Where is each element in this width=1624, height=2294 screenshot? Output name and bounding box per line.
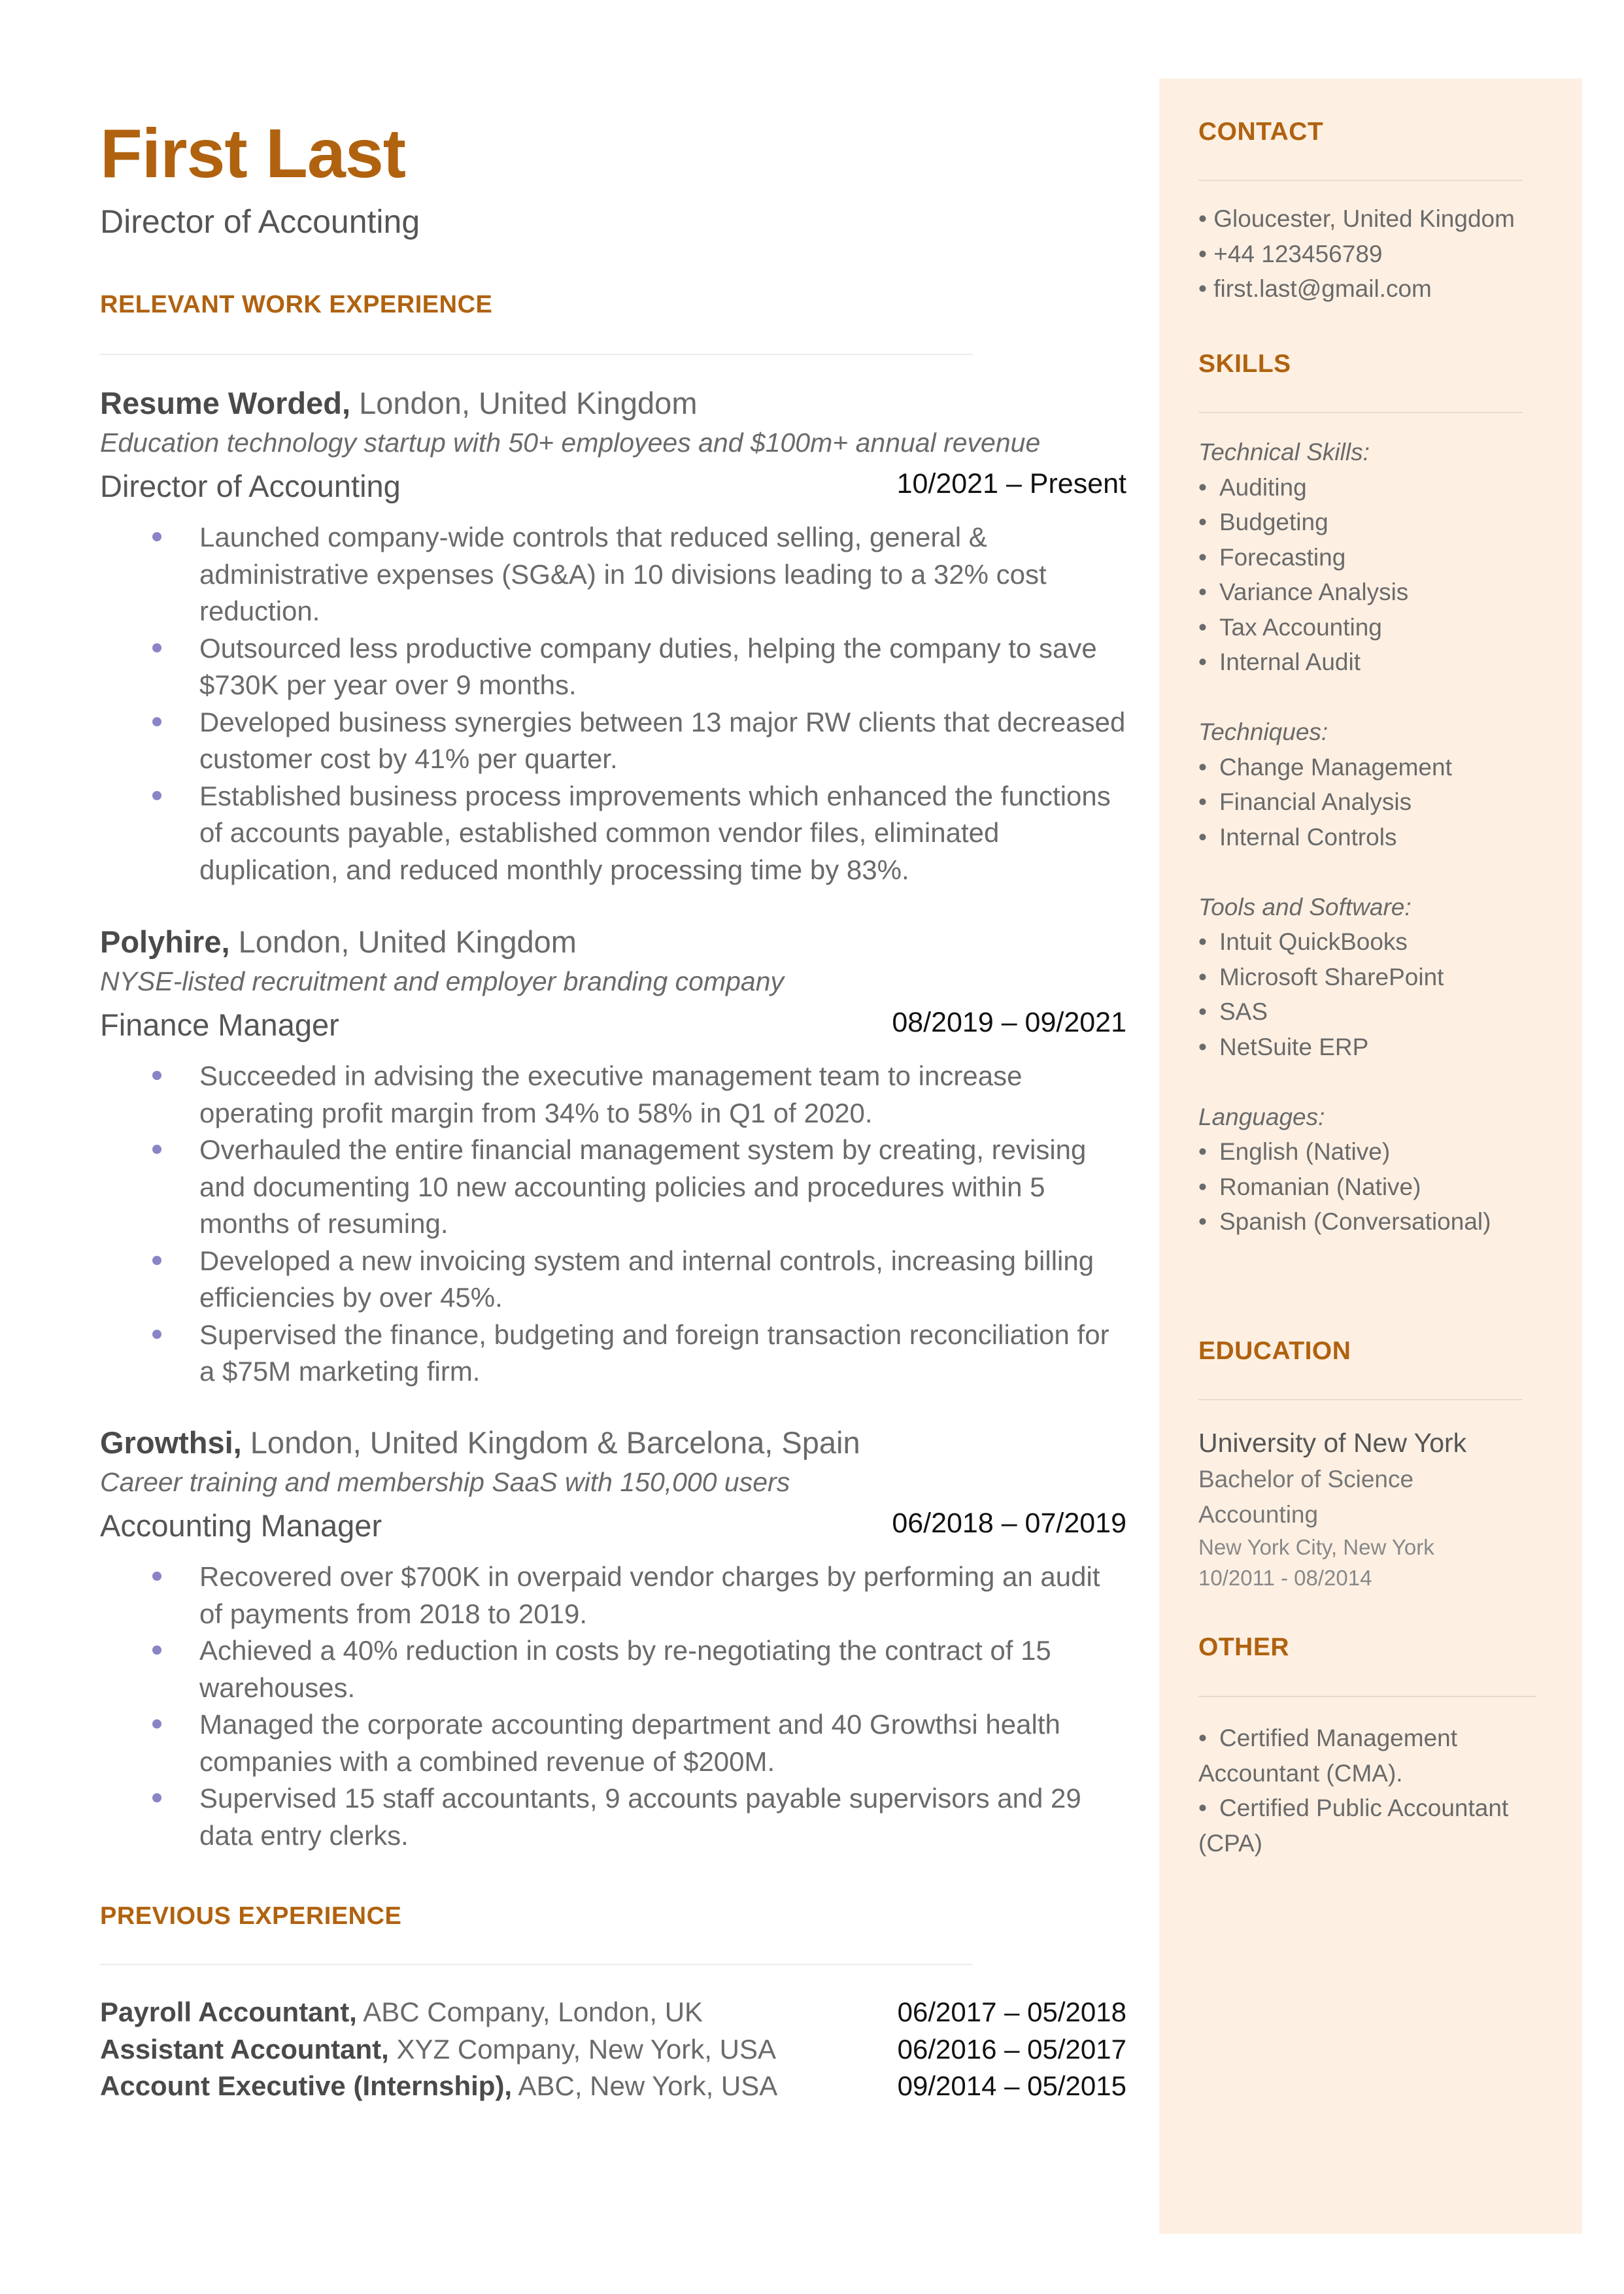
achievement-item bbox=[100, 630, 1126, 704]
contact-heading: CONTACT bbox=[1198, 118, 1324, 146]
job-entry bbox=[100, 1423, 1126, 1854]
bullet-dot-icon bbox=[152, 1645, 161, 1655]
company-description: Education technology startup with 50+ employees and $100m+ annual revenue bbox=[100, 428, 1041, 458]
spacer bbox=[1198, 1064, 1551, 1100]
achievement-item bbox=[100, 1132, 1126, 1243]
company-description: Career training and membership SaaS with 150,000 users bbox=[100, 1467, 790, 1497]
skill-category: Techniques: bbox=[1198, 718, 1328, 745]
previous-role bbox=[100, 1994, 1126, 2031]
achievement-item bbox=[100, 1632, 1126, 1706]
achievement-text: Developed business synergies between 13 major RW clients that decreased customer cost by 41% per quarter. bbox=[199, 706, 1126, 774]
job-dates: 06/2018 – 07/2019 bbox=[892, 1508, 1126, 1539]
previous-experience-list bbox=[100, 1994, 1126, 2105]
achievement-text: Developed a new invoicing system and internal controls, increasing billing efficiencies by over 45%. bbox=[199, 1245, 1094, 1313]
bullet-dot-icon bbox=[152, 791, 161, 800]
company-location: London, United Kingdom & Barcelona, Spain bbox=[250, 1425, 860, 1460]
bullet-dot-icon bbox=[152, 1572, 161, 1581]
skill-item: • Forecasting bbox=[1198, 540, 1551, 575]
job-dates: 10/2021 – Present bbox=[896, 468, 1126, 499]
achievement-item bbox=[100, 778, 1126, 889]
bullet-dot-icon bbox=[152, 1719, 161, 1729]
education-heading: EDUCATION bbox=[1198, 1337, 1351, 1365]
section-heading-previous: PREVIOUS EXPERIENCE bbox=[100, 1902, 402, 1930]
job-title-row bbox=[100, 1007, 1126, 1053]
achievement-text: Managed the corporate accounting department and 40 Growthsi health companies with a combined revenue of $200M. bbox=[199, 1709, 1060, 1777]
skill-category: Languages: bbox=[1198, 1103, 1325, 1130]
contact-phone: • +44 123456789 bbox=[1198, 240, 1383, 267]
achievement-item bbox=[100, 519, 1126, 630]
achievement-text: Overhauled the entire financial management system by creating, revising and documenting 10 new accounting policies and procedures within 5 months of resuming. bbox=[199, 1134, 1087, 1239]
achievement-text: Launched company-wide controls that reduced selling, general & administrative expenses (SG&A) in 10 divisions leading to a 32% cost reduction. bbox=[199, 522, 1047, 626]
company-name: Polyhire, bbox=[100, 924, 230, 959]
bullet-icon: • bbox=[1198, 275, 1214, 302]
achievement-list bbox=[100, 1058, 1126, 1391]
company-name: Growthsi, bbox=[100, 1425, 242, 1460]
education-degree: Bachelor of Science bbox=[1198, 1466, 1414, 1493]
skill-item: • Variance Analysis bbox=[1198, 575, 1551, 610]
bullet-icon: • bbox=[1198, 788, 1207, 815]
certification-item: • Certified Management Accountant (CMA). bbox=[1198, 1721, 1551, 1791]
achievement-item bbox=[100, 1559, 1126, 1632]
company-location: London, United Kingdom bbox=[359, 386, 698, 420]
achievement-text: Supervised the finance, budgeting and foreign transaction reconciliation for a $75M marketing firm. bbox=[199, 1319, 1109, 1387]
job-entry bbox=[100, 383, 1126, 888]
bullet-icon: • bbox=[1198, 963, 1207, 990]
bullet-icon: • bbox=[1198, 579, 1207, 605]
skill-item: • Microsoft SharePoint bbox=[1198, 960, 1551, 995]
previous-role-company: XYZ Company, New York, USA bbox=[396, 2033, 776, 2065]
achievement-item bbox=[100, 1317, 1126, 1391]
previous-role-title: Assistant Accountant, bbox=[100, 2033, 389, 2065]
bullet-dot-icon bbox=[152, 532, 161, 541]
bullet-dot-icon bbox=[152, 1793, 161, 1802]
previous-role-title: Payroll Accountant, bbox=[100, 1997, 357, 2027]
skill-item: • Financial Analysis bbox=[1198, 784, 1551, 820]
achievement-text: Achieved a 40% reduction in costs by re-negotiating the contract of 15 warehouses. bbox=[199, 1635, 1051, 1703]
skills-list bbox=[1198, 435, 1551, 1240]
skill-item: • SAS bbox=[1198, 994, 1551, 1030]
section-divider bbox=[100, 354, 973, 355]
previous-role-dates: 06/2017 – 05/2018 bbox=[897, 1997, 1126, 2027]
previous-role-dates: 06/2016 – 05/2017 bbox=[897, 2033, 1126, 2065]
previous-role-title: Account Executive (Internship), bbox=[100, 2070, 513, 2101]
bullet-dot-icon bbox=[152, 1071, 161, 1080]
company-name: Resume Worded, bbox=[100, 386, 351, 420]
skill-category: Technical Skills: bbox=[1198, 439, 1370, 465]
bullet-icon: • bbox=[1198, 1725, 1207, 1751]
bullet-icon: • bbox=[1198, 1208, 1207, 1235]
section-divider bbox=[1198, 180, 1523, 181]
skill-item: • Internal Controls bbox=[1198, 820, 1551, 855]
bullet-dot-icon bbox=[152, 643, 161, 652]
education-dates: 10/2011 - 08/2014 bbox=[1198, 1566, 1372, 1590]
bullet-icon: • bbox=[1198, 753, 1207, 781]
previous-role bbox=[100, 2031, 1126, 2068]
bullet-icon: • bbox=[1198, 1173, 1207, 1200]
company-location: London, United Kingdom bbox=[238, 924, 577, 959]
achievement-item bbox=[100, 1058, 1126, 1132]
spacer bbox=[1198, 854, 1551, 890]
contact-location: • Gloucester, United Kingdom bbox=[1198, 205, 1515, 232]
candidate-title: Director of Accounting bbox=[100, 203, 420, 240]
bullet-icon: • bbox=[1198, 205, 1214, 232]
achievement-list bbox=[100, 519, 1126, 888]
previous-role-dates: 09/2014 – 05/2015 bbox=[897, 2070, 1126, 2101]
job-title-row bbox=[100, 1508, 1126, 1553]
section-divider bbox=[100, 1964, 973, 1965]
bullet-icon: • bbox=[1198, 823, 1207, 851]
skill-item: • Internal Audit bbox=[1198, 645, 1551, 680]
bullet-dot-icon bbox=[152, 1145, 161, 1154]
skill-item: • Auditing bbox=[1198, 470, 1551, 505]
education-field: Accounting bbox=[1198, 1500, 1319, 1528]
section-divider bbox=[1198, 1696, 1536, 1697]
section-heading-work: RELEVANT WORK EXPERIENCE bbox=[100, 291, 493, 318]
job-title: Director of Accounting bbox=[100, 469, 401, 503]
other-heading: OTHER bbox=[1198, 1633, 1289, 1661]
other-list bbox=[1198, 1721, 1551, 1861]
skill-category: Tools and Software: bbox=[1198, 893, 1412, 920]
achievement-item bbox=[100, 1243, 1126, 1317]
skills-heading: SKILLS bbox=[1198, 350, 1291, 378]
bullet-icon: • bbox=[1198, 240, 1214, 267]
previous-role-company: ABC Company, London, UK bbox=[363, 1997, 703, 2027]
bullet-dot-icon bbox=[152, 1330, 161, 1339]
skill-item: • English (Native) bbox=[1198, 1134, 1551, 1170]
skill-item: • NetSuite ERP bbox=[1198, 1030, 1551, 1065]
skill-item: • Tax Accounting bbox=[1198, 610, 1551, 645]
skill-item: • Budgeting bbox=[1198, 505, 1551, 540]
previous-role bbox=[100, 2068, 1126, 2105]
job-title: Finance Manager bbox=[100, 1007, 339, 1042]
bullet-icon: • bbox=[1198, 928, 1207, 955]
bullet-icon: • bbox=[1198, 473, 1207, 501]
bullet-dot-icon bbox=[152, 1256, 161, 1265]
achievement-text: Supervised 15 staff accountants, 9 accounts payable supervisors and 29 data entry clerks. bbox=[199, 1783, 1081, 1851]
achievement-item bbox=[100, 1706, 1126, 1780]
company-line bbox=[100, 383, 1126, 424]
skill-item: • Romanian (Native) bbox=[1198, 1170, 1551, 1205]
previous-role-company: ABC, New York, USA bbox=[518, 2070, 778, 2101]
bullet-icon: • bbox=[1198, 1033, 1207, 1060]
sidebar bbox=[1159, 78, 1582, 2234]
spacer bbox=[1198, 680, 1551, 715]
bullet-icon: • bbox=[1198, 1138, 1207, 1165]
bullet-icon: • bbox=[1198, 998, 1207, 1025]
contact-email: • first.last@gmail.com bbox=[1198, 275, 1432, 302]
achievement-text: Recovered over $700K in overpaid vendor charges by performing an audit of payments from 2018 to 2019. bbox=[199, 1561, 1100, 1629]
education-school: University of New York bbox=[1198, 1428, 1467, 1458]
job-title-row bbox=[100, 468, 1126, 514]
education-location: New York City, New York bbox=[1198, 1535, 1434, 1559]
job-dates: 08/2019 – 09/2021 bbox=[892, 1007, 1126, 1038]
achievement-text: Succeeded in advising the executive management team to increase operating profit margin from 34% to 58% in Q1 of 2020. bbox=[199, 1060, 1023, 1128]
achievement-list bbox=[100, 1559, 1126, 1854]
achievement-item bbox=[100, 1780, 1126, 1854]
company-line bbox=[100, 922, 1126, 962]
bullet-icon: • bbox=[1198, 543, 1207, 571]
bullet-icon: • bbox=[1198, 613, 1207, 641]
contact-list bbox=[1198, 201, 1551, 307]
section-divider bbox=[1198, 1399, 1523, 1400]
achievement-text: Outsourced less productive company duties, helping the company to save $730K per year over 9 months. bbox=[199, 632, 1097, 700]
skill-item: • Change Management bbox=[1198, 750, 1551, 785]
job-entry bbox=[100, 922, 1126, 1391]
certification-item: • Certified Public Accountant (CPA) bbox=[1198, 1791, 1551, 1861]
bullet-dot-icon bbox=[152, 717, 161, 726]
job-title: Accounting Manager bbox=[100, 1508, 382, 1543]
bullet-icon: • bbox=[1198, 649, 1207, 675]
company-line bbox=[100, 1423, 1126, 1463]
education-entry bbox=[1198, 1424, 1565, 1593]
achievement-text: Established business process improvements which enhanced the functions of accounts payable, established common vendor files, eliminated duplication, and reduced monthly processing time by 83%. bbox=[199, 780, 1111, 885]
skill-item: • Intuit QuickBooks bbox=[1198, 924, 1551, 960]
skill-item: • Spanish (Conversational) bbox=[1198, 1204, 1551, 1240]
bullet-icon: • bbox=[1198, 509, 1207, 535]
candidate-name: First Last bbox=[100, 115, 406, 192]
company-description: NYSE-listed recruitment and employer branding company bbox=[100, 966, 785, 996]
achievement-item bbox=[100, 704, 1126, 778]
section-divider bbox=[1198, 412, 1523, 413]
bullet-icon: • bbox=[1198, 1795, 1207, 1821]
